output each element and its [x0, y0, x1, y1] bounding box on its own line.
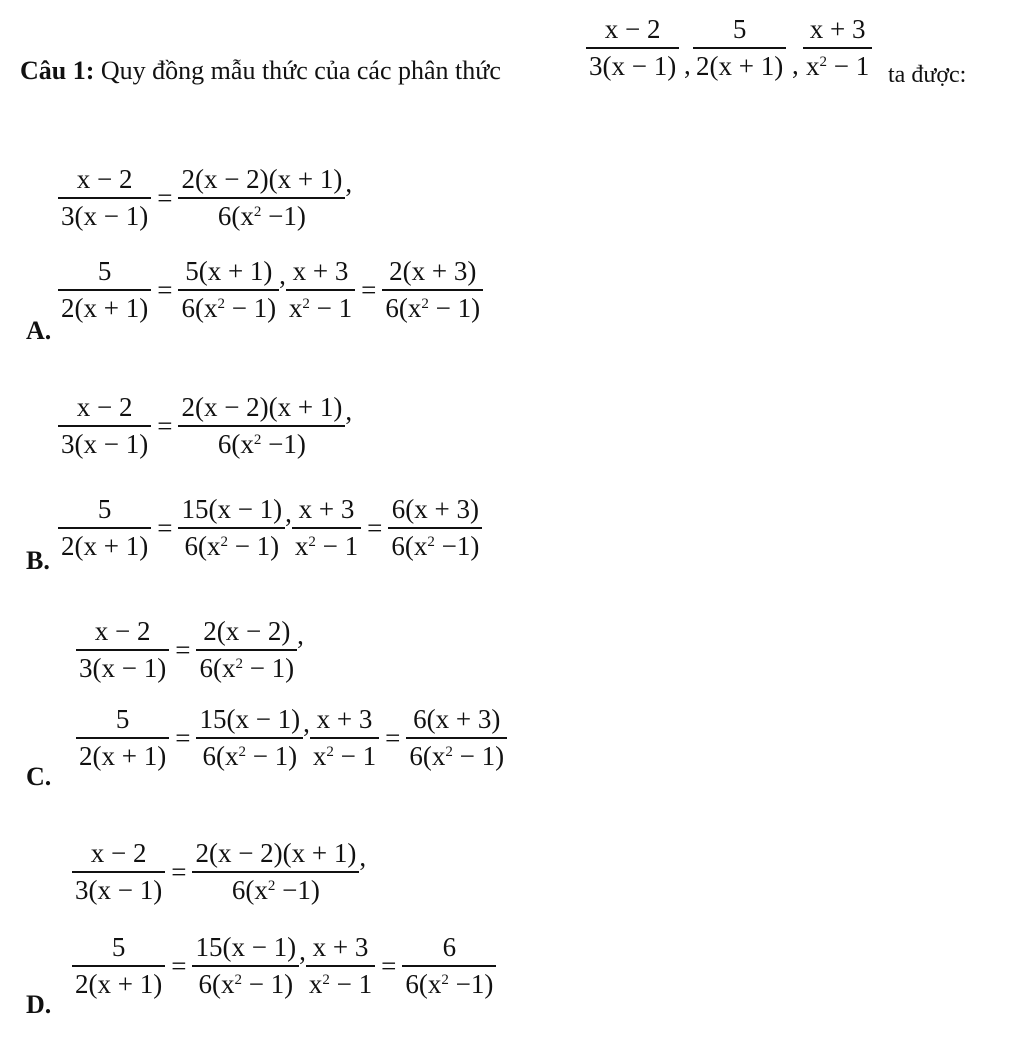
- fraction: $\frac{x + 3}{x^2 - 1}$: [310, 704, 379, 772]
- fraction: $\frac{2(x + 3)}{6(x^2 - 1)}$: [382, 256, 483, 324]
- option-line-1: [58, 392, 352, 460]
- comma: ,: [279, 260, 286, 290]
- equals-sign: =: [367, 513, 383, 543]
- fraction: $\frac{2(x - 2)(x + 1)}{6(x^2 -1)}$: [178, 164, 345, 232]
- fraction: $\frac{2(x - 2)(x + 1)}{6(x^2 -1)}$: [192, 838, 359, 906]
- equals-sign: =: [381, 951, 397, 981]
- fraction: $\frac{x - 2}{3(x - 1)}$: [58, 392, 151, 460]
- comma: ,: [345, 168, 353, 198]
- comma: ,: [303, 708, 310, 738]
- option-line-1: [76, 616, 304, 684]
- equals-sign: =: [361, 275, 377, 305]
- equals-sign: =: [157, 411, 173, 441]
- fraction: $\frac{5}{2(x + 1)}$: [72, 932, 165, 1000]
- fraction: $\frac{6(x + 3)}{6(x^2 -1)}$: [388, 494, 482, 562]
- question-label: Câu 1:: [20, 56, 95, 85]
- fraction: $\frac{5}{2(x + 1)}$: [58, 494, 151, 562]
- fraction: $\frac{x + 3}{x^2 - 1}$: [286, 256, 355, 324]
- equals-sign: =: [385, 723, 401, 753]
- equals-sign: =: [157, 275, 173, 305]
- fraction: $\frac{2(x - 2)(x + 1)}{6(x^2 -1)}$: [178, 392, 345, 460]
- fraction: $\frac{5(x + 1)}{6(x^2 - 1)}$: [178, 256, 279, 324]
- fraction: $\frac{2(x - 2)}{6(x^2 - 1)}$: [196, 616, 297, 684]
- fraction: $\frac{6(x + 3)}{6(x^2 - 1)}$: [406, 704, 507, 772]
- question-body: Quy đồng mẫu thức của các phân thức: [100, 56, 501, 85]
- equals-sign: =: [175, 635, 191, 665]
- fraction: $\frac{15(x - 1)}{6(x^2 - 1)}$: [192, 932, 299, 1000]
- fraction: $\frac{15(x - 1)}{6(x^2 - 1)}$: [196, 704, 303, 772]
- question-fraction-1: x − 2 3(x − 1): [586, 14, 679, 82]
- question-fraction-3: x + 3 $x^2 - 1$: [803, 14, 872, 82]
- equals-sign: =: [157, 513, 173, 543]
- fraction: $\frac{x + 3}{x^2 - 1}$: [292, 494, 361, 562]
- fraction: $\frac{x - 2}{3(x - 1)}$: [76, 616, 169, 684]
- option-label-d: D.: [26, 990, 52, 1019]
- question-fraction-2: 5 2(x + 1): [693, 14, 786, 82]
- fraction: $\frac{5}{2(x + 1)}$: [58, 256, 151, 324]
- fraction: $\frac{x - 2}{3(x - 1)}$: [58, 164, 151, 232]
- comma: ,: [359, 842, 367, 872]
- option-line-2: [58, 256, 483, 324]
- equals-sign: =: [171, 951, 187, 981]
- option-line-2: [76, 704, 507, 772]
- fraction: $\frac{x - 2}{3(x - 1)}$: [72, 838, 165, 906]
- option-label-a: A.: [26, 316, 52, 345]
- fraction: $\frac{x + 3}{x^2 - 1}$: [306, 932, 375, 1000]
- option-line-2: [72, 932, 496, 1000]
- question-suffix: ta được:: [888, 62, 967, 88]
- comma: ,: [297, 620, 304, 650]
- comma: ,: [285, 498, 292, 528]
- fraction: $\frac{15(x - 1)}{6(x^2 - 1)}$: [178, 494, 285, 562]
- option-label-c: C.: [26, 762, 52, 791]
- option-line-2: [58, 494, 482, 562]
- comma: ,: [684, 50, 691, 80]
- equals-sign: =: [175, 723, 191, 753]
- option-line-1: [58, 164, 352, 232]
- comma: ,: [792, 50, 799, 80]
- equals-sign: =: [157, 183, 173, 213]
- equals-sign: =: [171, 857, 187, 887]
- fraction: $\frac{5}{2(x + 1)}$: [76, 704, 169, 772]
- comma: ,: [345, 396, 353, 426]
- comma: ,: [299, 936, 306, 966]
- question-text: [20, 56, 501, 86]
- option-label-b: B.: [26, 546, 50, 575]
- option-line-1: [72, 838, 366, 906]
- fraction: $\frac{6}{6(x^2 -1)}$: [402, 932, 496, 1000]
